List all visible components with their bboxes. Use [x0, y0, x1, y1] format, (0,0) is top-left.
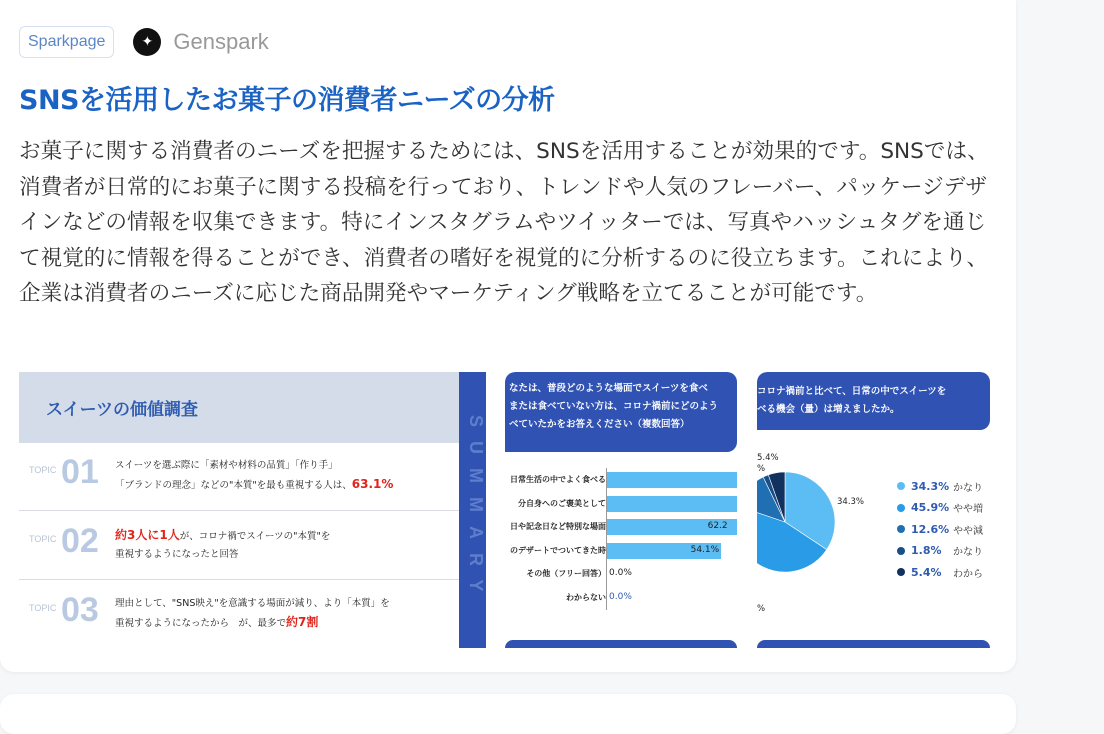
legend-dot-icon — [897, 547, 905, 555]
bar-row — [505, 472, 737, 488]
pie-chart — [757, 472, 847, 602]
question-line: なたは、普段どのような場面でスイーツを食べ — [509, 383, 708, 394]
topic-row — [19, 581, 459, 648]
panel-bottom-band — [505, 640, 737, 648]
topic-row — [19, 512, 459, 580]
topic-label: TOPIC — [29, 603, 57, 613]
bar-category-label: わからない — [566, 592, 606, 602]
sweets-value-survey-image[interactable] — [19, 372, 459, 648]
sparkpage-badge[interactable]: Sparkpage — [19, 26, 114, 58]
bar-category-label: のデザートでついてきた時 — [510, 545, 606, 555]
pie-label: 5.4% — [757, 453, 779, 463]
bar-value-label: 0.0% — [609, 591, 632, 602]
pie-label: % — [757, 604, 766, 614]
topic-highlight: 約3人に1人 — [115, 528, 180, 542]
article-body: お菓子に関する消費者のニーズを把握するためには、SNSを活用することが効果的です。SNSでは、消費者が日常的にお菓子に関する投稿を行っており、トレンドや人気のフレーバー、パッケージデザインなどの情報を収集できます。特にインスタグラムやツイッターでは、写真やハッシュタグを通じて視覚的に情報を得ることができ、消費者の嗜好を視覚的に分析するのに役立ちます。これにより、企業は消費者のニーズに応じた商品開発やマーケティング戦略を立てることが可能です。 — [19, 139, 989, 306]
topic-line: スイーツを選ぶ際に「素材や材料の品質」「作り手」 — [115, 460, 338, 471]
brand-row — [19, 26, 269, 58]
image-strip — [19, 372, 990, 648]
legend-value: 45.9% — [911, 501, 950, 514]
topic-text — [115, 457, 455, 495]
bar-chart-question — [505, 372, 737, 452]
panel-bottom-band — [757, 640, 990, 648]
legend-dot-icon — [897, 525, 905, 533]
topic-number: 02 — [61, 522, 99, 560]
legend-dot-icon — [897, 482, 905, 490]
legend-dot-icon — [897, 504, 905, 512]
topic-label: TOPIC — [29, 465, 57, 475]
pie-chart-question — [757, 372, 990, 430]
bar — [607, 496, 737, 512]
question-line: または食べていない方は、コロナ禍前にどのよう — [509, 401, 719, 412]
bar-category-label: 日常生活の中でよく食べる — [510, 475, 606, 484]
topic-number: 03 — [61, 591, 99, 629]
topic-line — [115, 526, 455, 546]
bar-row — [505, 543, 737, 559]
survey-heading: スイーツの価値調査 — [19, 372, 459, 443]
topic-line — [115, 475, 455, 495]
legend-item — [897, 544, 983, 558]
bar-row — [505, 566, 737, 582]
article-title: SNSを活用したお菓子の消費者ニーズの分析 — [19, 85, 555, 116]
sweets-scene-bar-chart-image[interactable] — [505, 372, 737, 648]
genspark-label[interactable]: Genspark — [173, 29, 269, 54]
bar-row — [505, 496, 737, 512]
legend-label: やや増 — [953, 504, 983, 515]
bar-value-label: 62.2 — [707, 521, 728, 531]
legend-item — [897, 565, 983, 579]
bar-value-label: 54.1% — [690, 544, 720, 555]
topic-text — [115, 595, 455, 633]
bar — [607, 472, 737, 488]
legend-label: かなり — [953, 547, 983, 558]
bar-category-label: 日や記念日など特別な場面 — [510, 522, 606, 531]
topic-number: 01 — [61, 453, 99, 491]
question-line: コロナ禍前と比べて、日常の中でスイーツを — [757, 386, 947, 397]
legend-value: 12.6% — [911, 522, 950, 536]
topic-label: TOPIC — [29, 534, 57, 544]
bar-category-label: その他（フリー回答） — [526, 569, 606, 578]
legend-dot-icon — [897, 568, 905, 576]
legend-item — [897, 479, 983, 493]
bar-category-label: 分自身へのご褒美として — [518, 498, 606, 508]
legend-label: かなり — [953, 482, 983, 494]
legend-label: やや減 — [953, 525, 983, 537]
next-card — [0, 694, 1016, 734]
topic-line: 重視するようになったと回答 — [115, 549, 239, 560]
question-line: べていたかをお答えください（複数回答） — [509, 419, 690, 430]
bar-value-label: 0.0% — [609, 568, 632, 578]
topic-line: 理由として、"SNS映え"を意識する場面が減り、より「本質」を — [115, 598, 390, 609]
legend-label: わから — [953, 568, 983, 580]
topic-line — [115, 613, 455, 633]
topic-text — [115, 526, 455, 564]
legend-value: 34.3% — [911, 479, 950, 493]
legend-value: 1.8% — [911, 544, 942, 557]
topic-line-part: 「ブランドの理念」などの"本質"を最も重視する人は、 — [115, 480, 352, 491]
pie-label: % — [757, 464, 766, 474]
sweets-frequency-pie-chart-image[interactable] — [757, 372, 990, 648]
question-line: べる機会（量）は増えましたか。 — [757, 404, 900, 415]
bar-row — [505, 519, 737, 535]
pie-label: 34.3% — [837, 497, 865, 507]
topic-highlight: 約7割 — [286, 615, 319, 629]
bar-row — [505, 590, 737, 606]
legend-item — [897, 501, 983, 515]
summary-side-bar: SUMMARY — [459, 372, 486, 648]
topic-line-part: が、コロナ禍でスイーツの"本質"を — [179, 531, 331, 542]
legend-item — [897, 522, 983, 536]
topic-row — [19, 443, 459, 511]
genspark-logo-icon: ✦ — [133, 28, 161, 56]
topic-line-part: 重視するようになったから が、最多で — [115, 618, 287, 629]
legend-value: 5.4% — [911, 565, 942, 579]
topic-highlight: 63.1% — [351, 477, 394, 491]
